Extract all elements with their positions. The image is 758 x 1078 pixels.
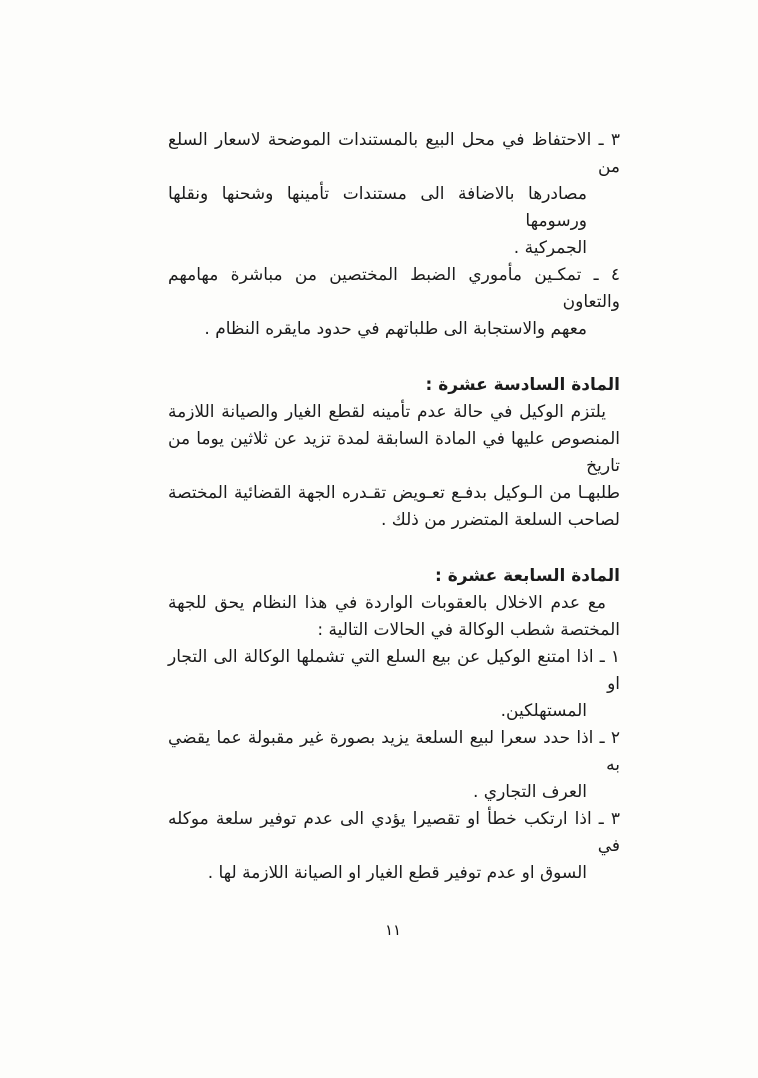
article-17-intro-line-1: مع عدم الاخلال بالعقوبات الواردة في هذا النظام يحق للجهة — [168, 593, 606, 613]
case-3-line-1: ٣ ـ اذا ارتكب خطأ او تقصيرا يؤدي الى عدم توفير سلعة موكله في — [168, 809, 620, 856]
article-16-line-1: يلتزم الوكيل في حالة عدم تأمينه لقطع الغيار والصيانة اللازمة — [168, 402, 606, 422]
case-1-line-1: ١ ـ اذا امتنع الوكيل عن بيع السلع التي تشملها الوكالة الى التجار او — [168, 647, 620, 694]
article-16-line-3: طلبهـا من الـوكيل بدفـع تعـويض تقـدره الجهة القضائية المختصة — [168, 483, 620, 503]
clause-4 — [168, 262, 620, 343]
case-3-line-2: السوق او عدم توفير قطع الغيار او الصيانة اللازمة لها . — [207, 863, 587, 883]
article-16-paragraph — [168, 399, 620, 534]
clause-3-line-3: الجمركية . — [513, 238, 587, 258]
article-17-case-2 — [168, 725, 620, 806]
case-2-line-2: العرف التجاري . — [472, 782, 587, 802]
article-17-case-3 — [168, 806, 620, 887]
article-16-heading: المادة السادسة عشرة : — [425, 375, 620, 395]
clause-3 — [168, 127, 620, 262]
clause-4-line-1: ٤ ـ تمكـين مأموري الضبط المختصين من مباشرة مهامهم والتعاون — [168, 265, 620, 312]
case-2-line-1: ٢ ـ اذا حدد سعرا لبيع السلعة يزيد بصورة غير مقبولة عما يقضي به — [168, 728, 620, 775]
article-17-intro-line-2: المختصة شطب الوكالة في الحالات التالية : — [317, 620, 620, 640]
article-17-intro — [168, 590, 620, 644]
page-number: ١١ — [384, 921, 402, 939]
case-1-line-2: المستهلكين. — [500, 701, 587, 721]
clause-4-line-2: معهم والاستجابة الى طلباتهم في حدود مايقره النظام . — [204, 319, 587, 339]
article-16-line-4: لصاحب السلعة المتضرر من ذلك . — [380, 510, 620, 530]
clause-3-line-1: ٣ ـ الاحتفاظ في محل البيع بالمستندات الموضحة لاسعار السلع من — [168, 130, 620, 177]
page-body — [168, 127, 620, 887]
clause-3-line-2: مصادرها بالاضافة الى مستندات تأمينها وشحنها ونقلها ورسومها — [168, 184, 587, 231]
article-16-line-2: المنصوص عليها في المادة السابقة لمدة تزيد عن ثلاثين يوما من تاريخ — [168, 429, 620, 476]
article-17-heading: المادة السابعة عشرة : — [434, 566, 620, 586]
article-17-case-1 — [168, 644, 620, 725]
